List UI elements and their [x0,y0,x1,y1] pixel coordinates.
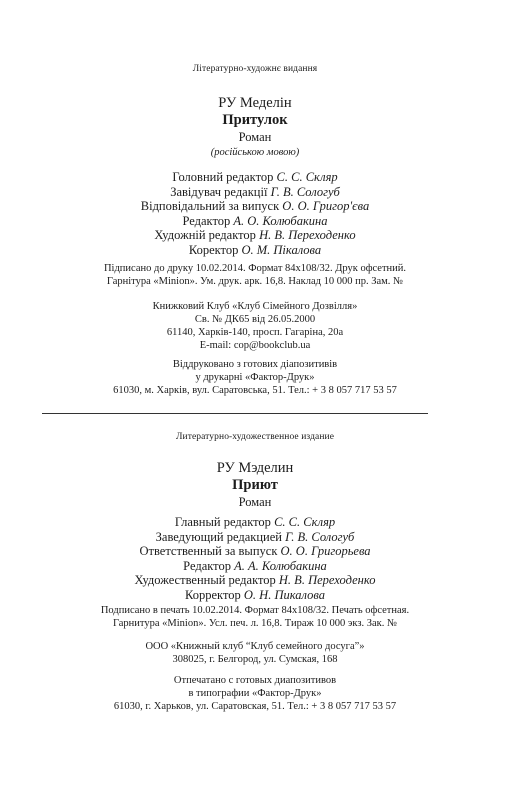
ukr-staff-line [42,214,468,229]
ukr-print-line: Гарнітура «Minion». Ум. друк. арк. 16,8. Наклад 10 000 пр. Зам. № [106,276,404,287]
ukr-subtitle: Роман [238,130,272,144]
staff-role: Редактор [183,558,231,573]
staff-name: А. О. Колюбакина [233,213,328,228]
staff-name: О. О. Григор'єва [282,199,370,213]
staff-name: О. М. Пікалова [241,242,322,257]
ukr-staff-list [42,170,468,257]
staff-role: Художній редактор [154,228,256,242]
staff-role: Редактор [182,213,231,228]
ukr-language-note [42,145,468,160]
rus-author: РУ Мэделин [216,460,294,476]
staff-role: Завідувач редакції [170,184,268,199]
ukr-title: Притулок [222,112,288,128]
publisher-line: ООО «Книжный клуб “Клуб семейного досуга”» [145,641,365,652]
staff-role: Головний редактор [172,170,274,184]
printer-line: 61030, г. Харьков, ул. Саратовская, 51. Тел.: + 3 8 057 717 53 57 [113,701,397,712]
rus-staff-line [42,559,468,574]
publisher-line: 308025, г. Белгород, ул. Сумская, 168 [172,654,338,665]
ukr-staff-line [42,243,468,258]
printer-line: Отпечатано с готовых диапозитивов [173,675,337,686]
ukr-staff-line [42,170,468,185]
rus-staff-line [42,544,468,559]
ukr-staff-line [42,228,468,243]
printer-line: в типографии «Фактор-Друк» [188,688,322,699]
rus-subtitle: Роман [238,495,272,509]
rus-staff-line [42,515,468,530]
ukr-staff-line [42,185,468,200]
printer-line: Віддруковано з готових діапозитивів [172,359,338,370]
staff-name: О. Н. Пикалова [243,587,325,602]
ukr-staff-line [42,199,468,214]
staff-role: Главный редактор [174,515,271,529]
staff-name: О. О. Григорьева [280,544,371,558]
rus-staff-list [42,515,468,602]
ukr-printer [42,358,468,397]
rus-staff-line [42,530,468,545]
ukr-print-details [42,262,468,288]
rus-print-details [42,604,468,630]
ukr-author: РУ Меделін [218,95,292,111]
staff-role: Відповідальний за випуск [140,199,280,213]
printer-line: у друкарні «Фактор-Друк» [195,372,315,383]
staff-name: Г. В. Сологуб [270,184,340,199]
publisher-email: E-mail: cop@bookclub.ua [199,340,311,351]
staff-name: С. С. Скляр [274,515,336,529]
ukr-language-text: (російською мовою) [210,147,300,158]
staff-role: Ответственный за выпуск [139,544,281,558]
staff-name: А. А. Колюбакина [234,558,327,573]
ukr-publisher [42,300,468,352]
ukr-genre: Літературно-художнє видання [192,64,318,74]
publisher-line: 61140, Харків-140, просп. Гагаріна, 20а [166,327,344,338]
rus-publisher [42,640,468,666]
staff-role: Корректор [185,587,241,602]
publisher-line: Св. № ДК65 від 26.05.2000 [194,314,316,325]
printer-line: 61030, м. Харків, вул. Саратовська, 51. Тел.: + 3 8 057 717 53 57 [113,385,397,396]
rus-print-line: Подписано в печать 10.02.2014. Формат 84x108/32. Печать офсетная. [100,605,410,616]
rus-staff-line [42,588,468,603]
staff-role: Художественный редактор [134,573,276,587]
section-divider [42,413,428,414]
staff-role: Коректор [188,242,239,257]
publisher-line: Книжковий Клуб «Клуб Сімейного Дозвілля» [152,301,358,312]
rus-printer [42,674,468,713]
staff-role: Заведующий редакцией [155,529,282,544]
rus-title: Приют [232,477,278,493]
staff-name: Н. В. Переходенко [278,573,376,587]
staff-name: С. С. Скляр [276,170,338,184]
rus-staff-line [42,573,468,588]
rus-genre: Литературно-художественное издание [175,432,335,442]
staff-name: Н. В. Переходенко [259,228,356,242]
ukr-print-line: Підписано до друку 10.02.2014. Формат 84x108/32. Друк офсетний. [103,263,407,274]
staff-name: Г. В. Сологуб [285,529,355,544]
rus-print-line: Гарнитура «Minion». Усл. печ. л. 16,8. Тираж 10 000 экз. Зак. № [112,618,398,629]
